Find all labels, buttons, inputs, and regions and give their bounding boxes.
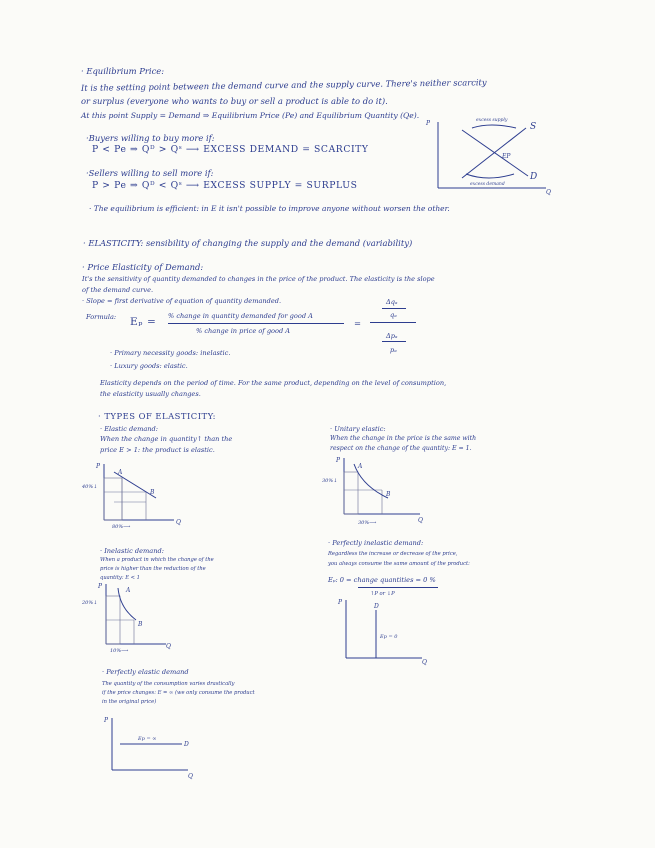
elastic-title: · Elastic demand: <box>100 425 158 433</box>
perfect-inelastic-p: P <box>338 599 343 606</box>
unitary-elastic-graph <box>322 456 428 528</box>
elastic-p: P <box>96 463 101 470</box>
perfect-elastic-d: D <box>184 741 189 748</box>
pa: pₐ <box>390 346 397 354</box>
perfect-elastic-line-3: in the original price) <box>102 699 157 705</box>
graph-s-label: S <box>530 122 537 132</box>
perfect-inelastic-bar <box>358 587 438 588</box>
inelastic-p: P <box>98 583 103 590</box>
ep-symbol: Eₚ = <box>130 316 157 328</box>
perfect-inelastic-line-2: you always consume the same amount of the product: <box>328 561 470 567</box>
graph-excess-demand: excess demand <box>470 182 505 187</box>
elastic-a: A <box>118 469 123 476</box>
formula-label: Formula: <box>86 313 117 321</box>
perfect-inelastic-formula: Eₚ: 0 = change quantities = 0 % <box>328 576 436 584</box>
perfect-inelastic-q: Q <box>422 659 427 666</box>
perfect-inelastic-graph <box>336 596 430 666</box>
perfect-inelastic-line-1: Regardless the increase or decrease of the price, <box>328 551 458 557</box>
graph-d-label: D <box>530 172 538 182</box>
elastic-b: B <box>150 489 155 496</box>
equilibrium-line-2: or surplus (everyone who wants to buy or sell a product is able to do it). <box>81 96 388 106</box>
supply-demand-graph <box>428 116 553 196</box>
perfect-elastic-p: P <box>104 717 109 724</box>
delta-pa: Δpₐ <box>386 332 398 340</box>
elastic-q: Q <box>176 519 181 526</box>
qa: qₐ <box>390 311 397 319</box>
inelastic-pct-y: 20%↓ <box>82 600 98 606</box>
graph-ep-label: EP <box>502 153 511 160</box>
formula-denominator: % change in price of good A <box>196 327 291 335</box>
price-elasticity-line-1: It's the sensitivity of quantity demanded to changes in the price of the product. The elasticity is the slope <box>82 275 435 283</box>
elastic-pct-y: 40%↓ <box>82 484 98 490</box>
inelastic-q: Q <box>166 643 171 650</box>
inelastic-pct-x: 10%⟶ <box>110 648 129 654</box>
unitary-pct-y: 30%↓ <box>322 478 338 484</box>
perfect-inelastic-ep: Ep = 0 <box>380 634 398 640</box>
perfect-elastic-line-1: The quantity of the consumption varies drastically <box>102 681 235 687</box>
sellers-formula: P > Pe ⇒ Qᴰ < Qˢ ⟶ EXCESS SUPPLY = SURPLUS <box>92 180 358 191</box>
inelastic-a: A <box>126 587 131 594</box>
buyers-heading: ·Buyers willing to buy more if: <box>86 133 215 143</box>
primary-goods-note: · Primary necessity goods: inelastic. <box>110 349 231 357</box>
elasticity-depends-line-2: the elasticity usually changes. <box>100 390 201 398</box>
inelastic-line-1: When a product in which the change of the <box>100 557 214 563</box>
perfect-elastic-line-2: if the price changes: E = ∞ (we only consume the product <box>102 690 255 696</box>
inelastic-line-2: price is higher than the reduction of the <box>100 566 206 572</box>
formula-fraction-bar <box>168 323 344 324</box>
unitary-pct-x: 30%⟶ <box>358 520 377 526</box>
formula-numerator: % change in quantity demanded for good A <box>168 312 313 320</box>
graph-p-label: P <box>426 120 431 127</box>
equilibrium-line-1: It is the setting point between the demand curve and the supply curve. There's neither scarcity <box>80 77 487 93</box>
slope-definition: · Slope = first derivative of equation of quantity demanded. <box>82 297 282 305</box>
graph-excess-supply: excess supply <box>476 118 508 123</box>
qa-bar <box>382 308 406 309</box>
unitary-line-1: When the change in the price is the same with <box>330 435 477 442</box>
equilibrium-efficient-note: · The equilibrium is efficient: in E it isn't possible to improve anyone without worsen the other. <box>89 204 450 213</box>
perfect-inelastic-d: D <box>374 603 379 610</box>
unitary-b: B <box>386 491 391 498</box>
formula-equals: = <box>354 318 362 328</box>
pa-bar <box>382 341 406 342</box>
unitary-title: · Unitary elastic: <box>330 425 386 433</box>
graph-q-label: Q <box>546 189 551 196</box>
sellers-heading: ·Sellers willing to sell more if: <box>86 168 214 178</box>
buyers-formula: P < Pe ⇒ Qᴰ > Qˢ ⟶ EXCESS DEMAND = SCARCITY <box>92 144 369 155</box>
equilibrium-title: · Equilibrium Price: <box>81 66 165 76</box>
elastic-line-2: price E > 1: the product is elastic. <box>100 446 215 454</box>
perfect-elastic-title: · Perfectly elastic demand <box>102 668 189 676</box>
luxury-goods-note: · Luxury goods: elastic. <box>110 362 188 370</box>
main-fraction-bar <box>370 322 416 323</box>
perfect-inelastic-title: · Perfectly inelastic demand: <box>328 539 424 547</box>
inelastic-demand-graph <box>82 582 172 654</box>
inelastic-title: · Inelastic demand: <box>100 547 164 555</box>
perfect-inelastic-den: ↑P or ↓P <box>370 591 395 597</box>
elastic-demand-graph <box>82 462 182 530</box>
inelastic-line-3: quantity: E < 1 <box>100 575 140 581</box>
price-elasticity-line-2: of the demand curve. <box>82 286 154 294</box>
perfect-elastic-graph <box>104 714 200 784</box>
perfect-elastic-ep: Ep = ∞ <box>138 736 157 742</box>
unitary-line-2: respect on the change of the quantity: E = 1. <box>330 445 472 452</box>
unitary-q: Q <box>418 517 423 524</box>
types-title: · TYPES OF ELASTICITY: <box>98 411 216 421</box>
inelastic-b: B <box>138 621 143 628</box>
equilibrium-line-3: At this point Supply = Demand ⇒ Equilibrium Price (Pe) and Equilibrium Quantity (Qe). <box>81 111 420 120</box>
elastic-line-1: When the change in quantity↑ than the <box>100 435 233 443</box>
unitary-p: P <box>336 457 341 464</box>
elasticity-title: · ELASTICITY: sensibility of changing the supply and the demand (variability) <box>83 238 413 248</box>
elasticity-depends-line-1: Elasticity depends on the period of time. For the same product, depending on the level of consumption, <box>100 379 447 387</box>
unitary-a: A <box>358 463 363 470</box>
delta-qa: Δqₐ <box>386 298 398 306</box>
perfect-elastic-q: Q <box>188 773 193 780</box>
elastic-pct-x: 80%⟶ <box>112 524 131 530</box>
price-elasticity-title: · Price Elasticity of Demand: <box>82 262 204 272</box>
